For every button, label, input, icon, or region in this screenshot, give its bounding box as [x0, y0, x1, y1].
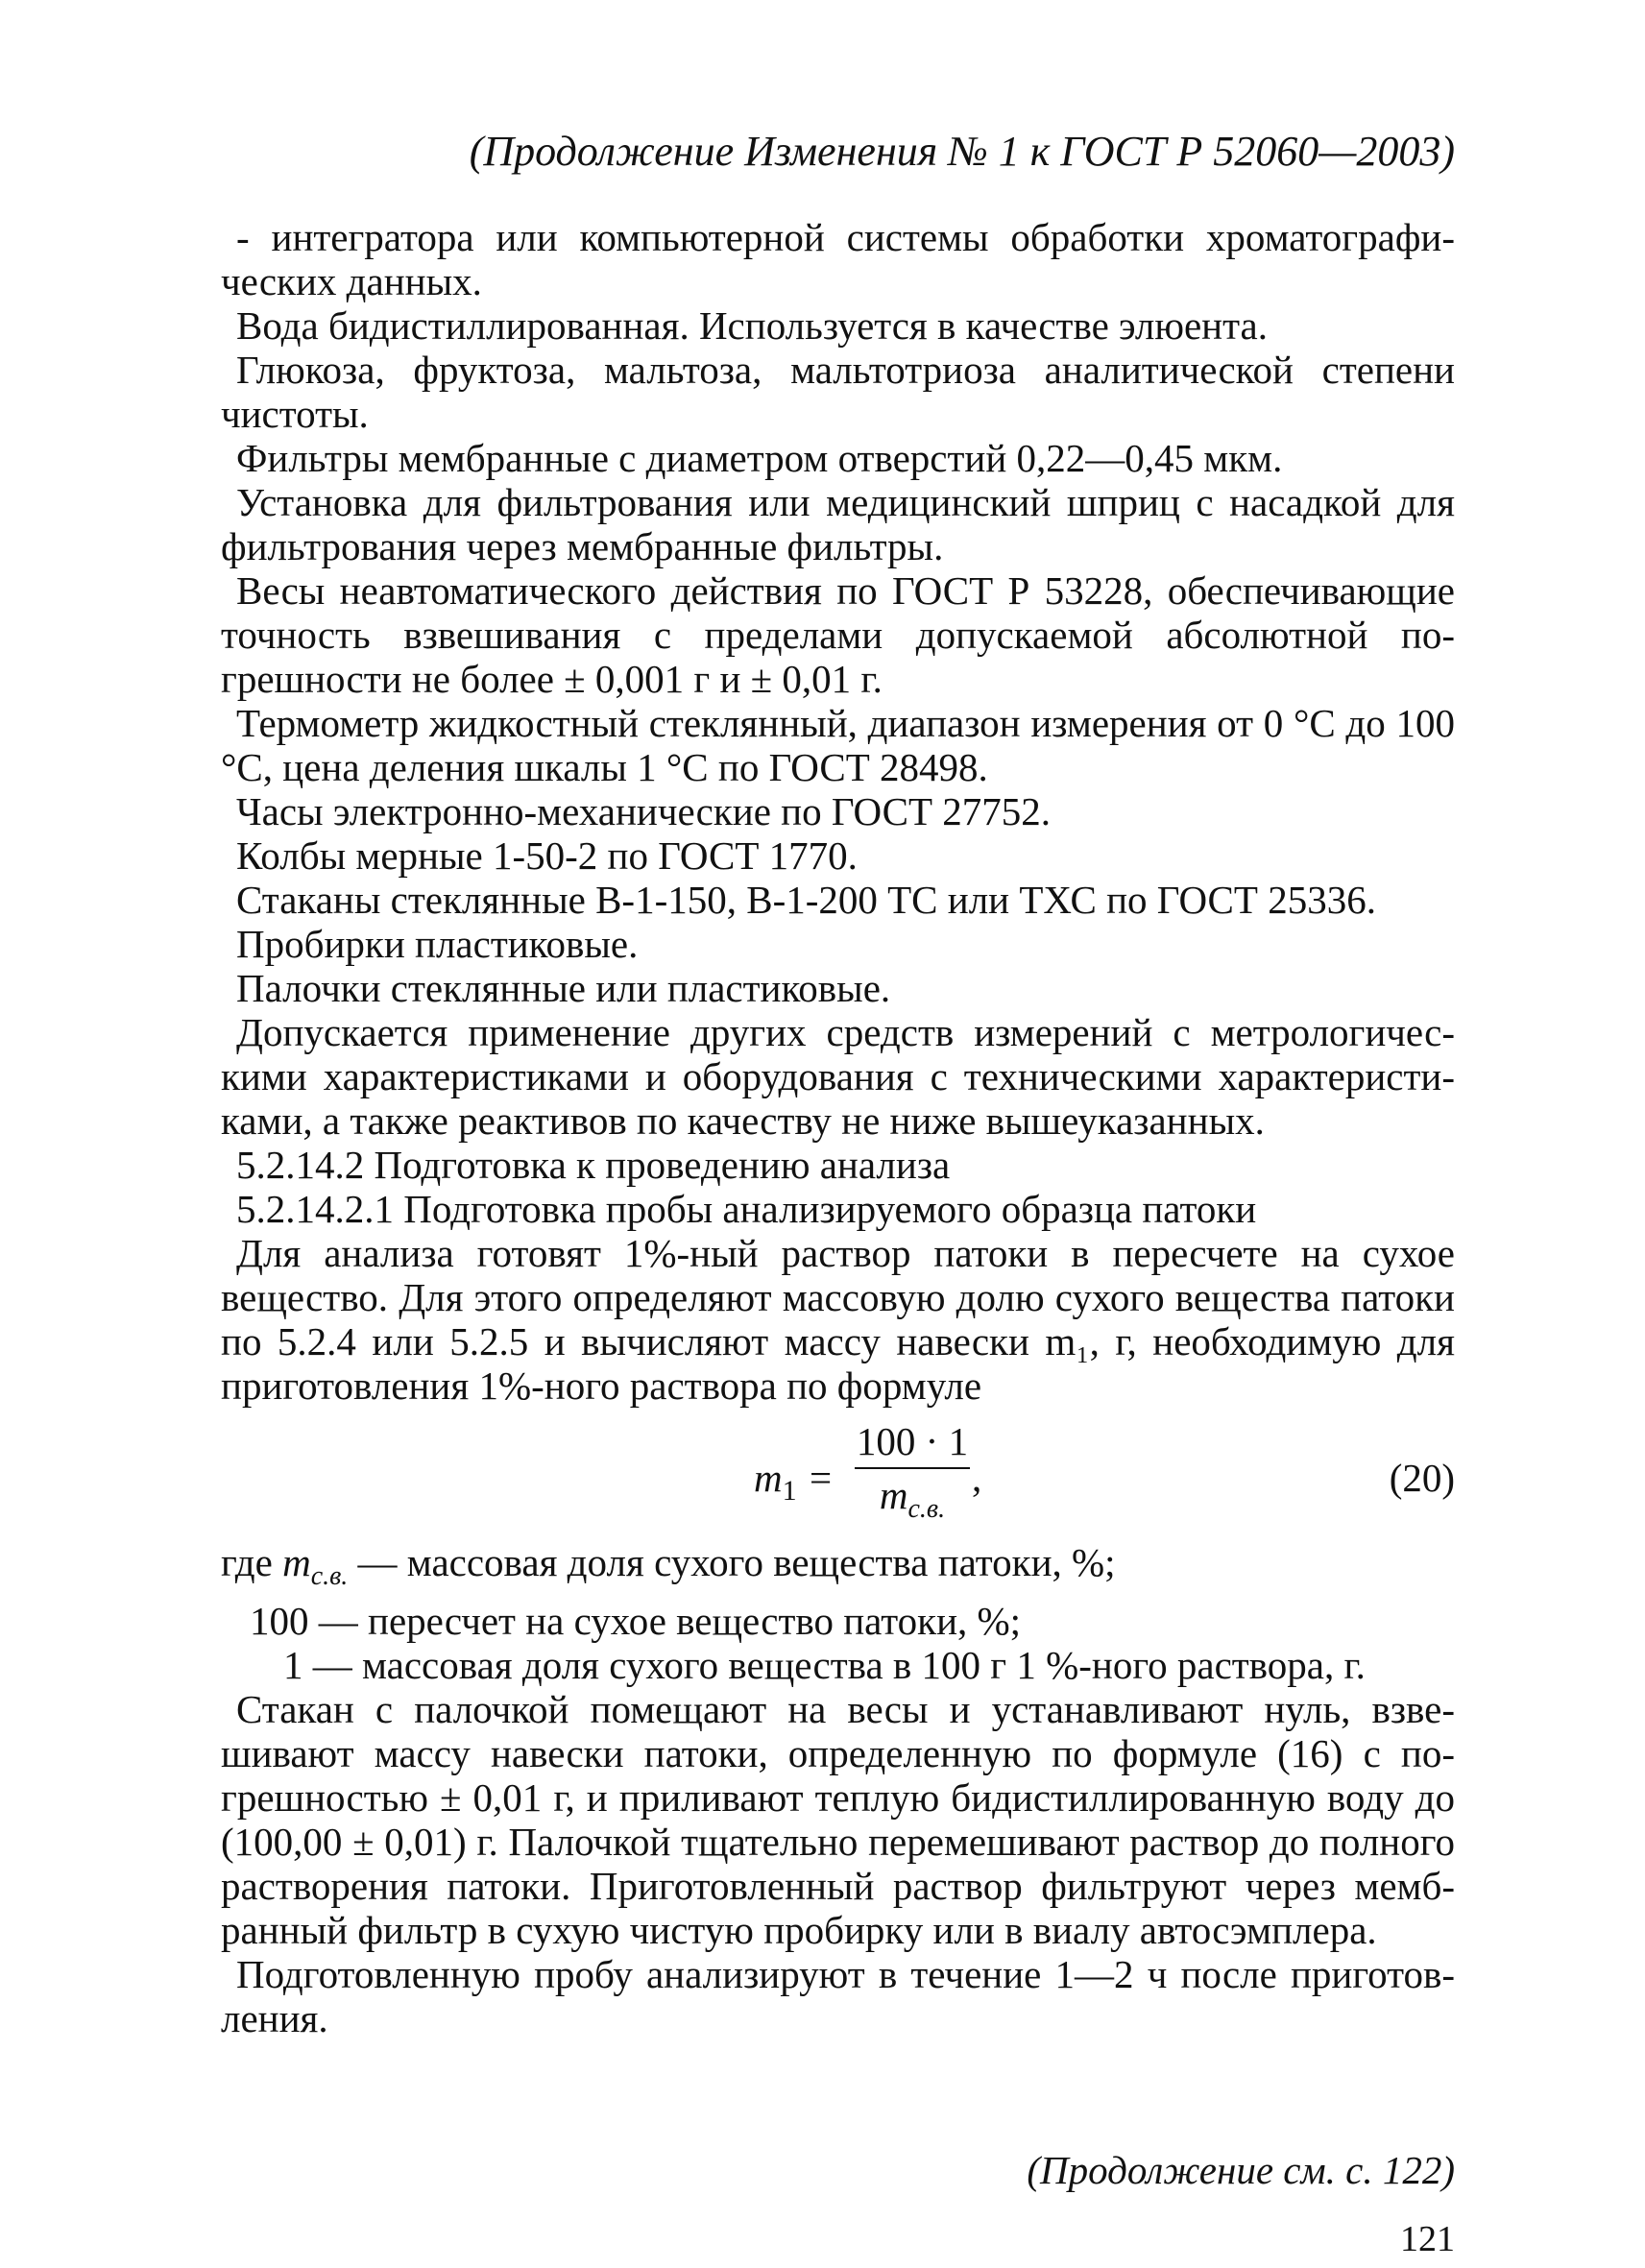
formula-denominator: $m_{с.в.}$ [879, 1473, 946, 1525]
document-body [221, 215, 1455, 2040]
paragraph: Пробирки пластиковые. [236, 922, 639, 966]
paragraph: Термометр жидкостный стеклянный, диапазон измерения от 0 °С до 100 °С, цена деления шкалы 1 °С по ГОСТ 28498. [221, 701, 1455, 789]
paragraph: Колбы мерные 1-50-2 по ГОСТ 1770. [236, 833, 858, 878]
where-line: 100 — пересчет на сухое вещество патоки, %; [250, 1599, 1022, 1644]
paragraph: Подготовленную пробу анализируют в течение 1—2 ч после приготовления. [221, 1952, 1455, 2041]
paragraph: Часы электронно-механические по ГОСТ 27752. [236, 789, 1052, 833]
formula-20 [221, 1419, 1455, 1534]
paragraph: Установка для фильтрования или медицинский шприц с насадкой для фильтрования через мембранные фильтры. [221, 480, 1455, 568]
paragraph: Глюкоза, фруктоза, мальтоза, мальтотриоза аналитической степени чистоты. [221, 348, 1455, 436]
paragraph: Палочки стеклянные или пластиковые. [236, 966, 891, 1010]
page-number: 121 [1400, 2219, 1455, 2259]
section-heading: 5.2.14.2 Подготовка к проведению анализа [236, 1143, 951, 1187]
page-header: (Продолжение Изменения № 1 к ГОСТ Р 52060—2003) [469, 128, 1455, 175]
subsection-heading: 5.2.14.2.1 Подготовка пробы анализируемого образца патоки [236, 1187, 1257, 1231]
where-line: 1 — массовая доля сухого вещества в 100 г 1 %-ного раствора, г. [283, 1643, 1366, 1688]
formula-comma: , [972, 1456, 982, 1500]
formula-numerator: 100 · 1 [856, 1419, 969, 1463]
paragraph: Вода бидистиллированная. Используется в качестве элюента. [236, 303, 1268, 348]
paragraph: Для анализа готовят 1%-ный раствор патоки в пересчете на сухое вещество. Для этого определяют массовую долю сухого вещества патоки по 5.2.4 или 5.2.5 и вычисляют массу навески m₁, г, необходимую для приготовления 1%-ного раствора по формуле [221, 1231, 1455, 1408]
paragraph: Весы неавтоматического действия по ГОСТ Р 53228, обеспечивающие точность взвешивания с пределами допускаемой абсолютной погрешности не более ± 0,001 г и ± 0,01 г. [221, 568, 1455, 701]
paragraph: Допускается применение других средств измерений с метрологическими характеристиками и оборудования с техническими характеристиками, а также реактивов по качеству не ниже вышеуказанных. [221, 1010, 1455, 1143]
paragraph: - интегратора или компьютерной системы обработки хроматографических данных. [221, 215, 1455, 303]
formula-fraction [855, 1419, 970, 1532]
paragraph: Фильтры мембранные с диаметром отверстий 0,22—0,45 мкм. [236, 436, 1283, 480]
formula-lhs: $m_1$ [754, 1456, 797, 1508]
continuation-note: (Продолжение см. с. 122) [1027, 2148, 1455, 2192]
fraction-bar [855, 1467, 970, 1469]
formula-equals: = [810, 1456, 833, 1500]
formula-number: (20) [1389, 1456, 1455, 1500]
where-line: где $m_{с.в.}$ — массовая доля сухого вещества патоки, %; [221, 1540, 1116, 1592]
paragraph: Стаканы стеклянные В-1-150, В-1-200 ТС или ТХС по ГОСТ 25336. [236, 878, 1376, 922]
paragraph: Стакан с палочкой помещают на весы и устанавливают нуль, взвешивают массу навески патоки, определенную по формуле (16) с погрешностью ± 0,01 г, и приливают теплую бидистиллированную воду до (100,00 ± 0,01) г. Палочкой тщательно перемешивают раствор до полного растворения патоки. Приготовленный раствор фильтруют через мембранный фильтр в сухую чистую пробирку или в виалу автосэмплера. [221, 1687, 1455, 1953]
